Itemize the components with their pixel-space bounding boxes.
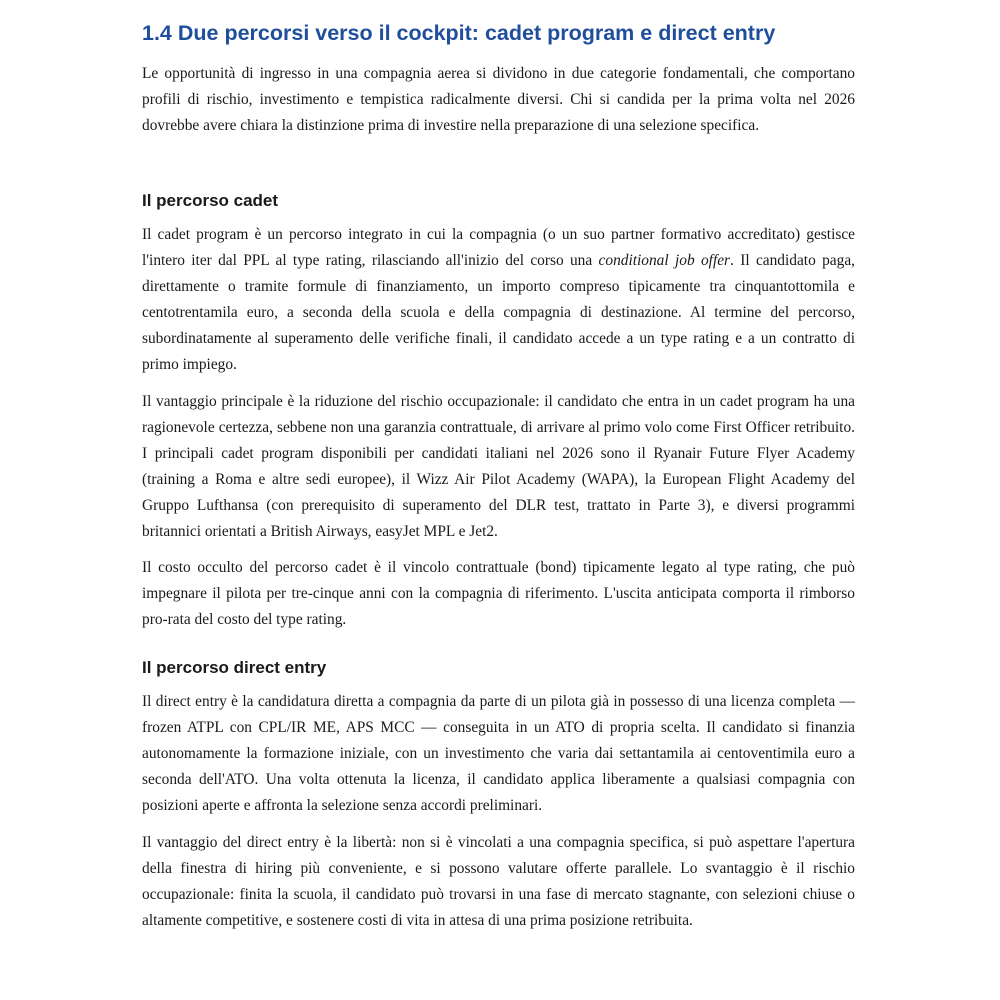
cadet-paragraph-1 [142,222,855,378]
cadet-heading: Il percorso cadet [142,191,279,210]
section-title: 1.4 Due percorsi verso il cockpit: cadet program e direct entry [142,21,776,45]
cadet-paragraph-2: Il vantaggio principale è la riduzione del rischio occupazionale: il candidato che entra in un cadet program ha una ragionevole certezza, sebbene non una garanzia contrattuale, di arrivare al primo volo come First Officer retribuito. I principali cadet program disponibili per candidati italiani nel 2026 sono il Ryanair Future Flyer Academy (training a Roma e altre sedi europee), il Wizz Air Pilot Academy (WAPA), la European Flight Academy del Gruppo Lufthansa (con prerequisito di superamento del DLR test, trattato in Parte 3), e diversi programmi britannici orientati a British Airways, easyJet MPL e Jet2. [142,393,855,540]
conditional-job-offer-term: conditional job offer [598,252,731,269]
direct-paragraph-2: Il vantaggio del direct entry è la libertà: non si è vincolati a una compagnia specifica, si può aspettare l'apertura della finestra di hiring più conveniente, e si possono valutare offerte parallele. Lo svantaggio è il rischio occupazionale: finita la scuola, il candidato può trovarsi in una fase di mercato stagnante, con selezioni chiuse o altamente competitive, e sostenere costi di vita in attesa di una prima posizione retribuita. [142,834,855,929]
intro-paragraph: Le opportunità di ingresso in una compagnia aerea si dividono in due categorie fondamentali, che comportano profili di rischio, investimento e tempistica radicalmente diversi. Chi si candida per la prima volta nel 2026 dovrebbe avere chiara la distinzione prima di investire nella preparazione di una selezione specifica. [142,65,855,134]
direct-paragraph-1: Il direct entry è la candidatura diretta a compagnia da parte di un pilota già in possesso di una licenza completa — frozen ATPL con CPL/IR ME, APS MCC — conseguita in un ATO di propria scelta. Il candidato si finanzia autonomamente la formazione iniziale, con un investimento che varia dai settantamila ai centoventimila euro a seconda dell'ATO. Una volta ottenuta la licenza, il candidato applica liberamente a qualsiasi compagnia con posizioni aperte e affronta la selezione senza accordi preliminari. [142,693,855,814]
direct-entry-heading: Il percorso direct entry [142,658,327,677]
cadet-paragraph-1-end: . Il candidato paga, direttamente o tramite formule di finanziamento, un importo compreso tipicamente tra cinquantottomila e centotrentamila euro, a seconda della scuola e della compagnia di destinazione. Al termine del percorso, subordinatamente al superamento delle verifiche finali, il candidato accede a un type rating e a un contratto di primo impiego. [142,252,855,373]
cadet-paragraph-3: Il costo occulto del percorso cadet è il vincolo contrattuale (bond) tipicamente legato al type rating, che può impegnare il pilota per tre-cinque anni con la compagnia di riferimento. L'uscita anticipata comporta il rimborso pro-rata del costo del type rating. [142,559,855,628]
cadet-paragraph-1-start: Il cadet program è un percorso integrato in cui la compagnia (o un suo partner formativo accreditato) gestisce l'intero iter dal PPL al type rating, rilasciando all'inizio del corso una [142,226,855,269]
